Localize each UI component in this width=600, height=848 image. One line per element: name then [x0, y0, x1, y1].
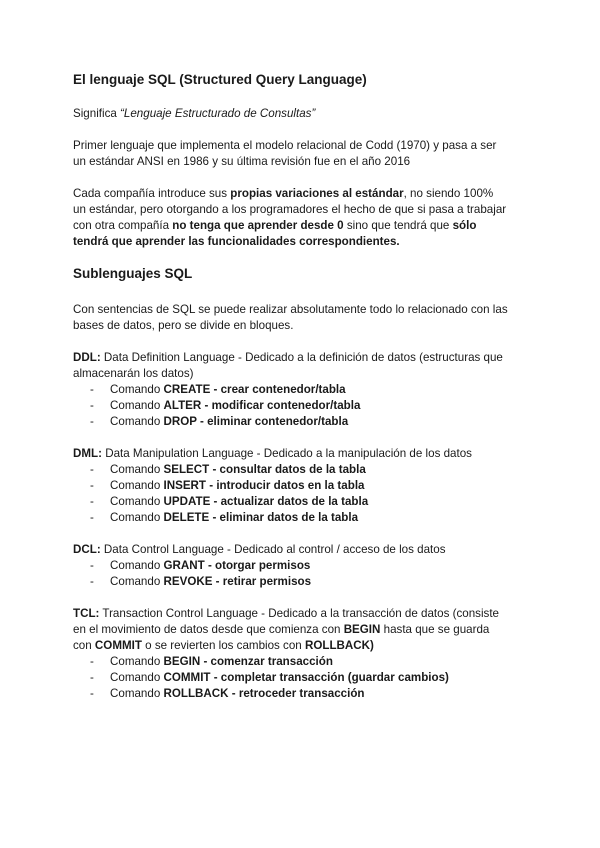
list-dash: - — [90, 511, 94, 524]
text-span: o se revierten los cambios con — [141, 639, 305, 652]
blocks-intro-line-1: Con sentencias de SQL se puede realizar absolutamente todo lo relacionado con las — [73, 303, 508, 316]
text-span: Comando — [110, 687, 164, 700]
list-item — [90, 414, 348, 430]
text-span: Comando — [110, 479, 164, 492]
document-title: El lenguaje SQL (Structured Query Language) — [73, 72, 367, 87]
list-item — [90, 686, 365, 702]
text-span: Comando — [110, 463, 164, 476]
text-span: Comando — [110, 399, 164, 412]
tcl-desc-line-1 — [73, 606, 499, 622]
ddl-desc-line-2: almacenarán los datos) — [73, 367, 194, 380]
tcl-desc-line-3 — [73, 638, 374, 654]
blocks-intro-line-2: bases de datos, pero se divide en bloques. — [73, 319, 294, 332]
bold-span: propias variaciones al estándar — [230, 187, 404, 200]
bold-span: UPDATE - actualizar datos de la tabla — [163, 495, 369, 508]
intro-line-1: Primer lenguaje que implementa el modelo relacional de Codd (1970) y pasa a ser — [73, 139, 497, 152]
text-span: Data Control Language - Dedicado al control / acceso de los datos — [100, 543, 446, 556]
bold-span: INSERT - introducir datos en la tabla — [163, 479, 365, 492]
text-span: Comando — [110, 495, 164, 508]
list-dash: - — [90, 575, 94, 588]
variations-line-3 — [73, 218, 476, 234]
text-span: Comando — [110, 671, 164, 684]
bold-span: BEGIN - comenzar transacción — [163, 655, 333, 668]
text-span: Transaction Control Language - Dedicado a la transacción de datos (consiste — [99, 607, 499, 620]
bold-span: ALTER - modificar contenedor/tabla — [163, 399, 361, 412]
bold-span: ROLLBACK) — [304, 639, 374, 652]
text-span: Comando — [110, 559, 164, 572]
bold-span: tendrá que aprender las funcionalidades correspondientes. — [73, 235, 400, 248]
list-item — [90, 558, 310, 574]
intro-line-2: un estándar ANSI en 1986 y su última revisión fue en el año 2016 — [73, 155, 411, 168]
tcl-desc-line-2 — [73, 622, 489, 638]
variations-line-4 — [73, 234, 400, 250]
bold-span: DROP - eliminar contenedor/tabla — [163, 415, 349, 428]
list-dash: - — [90, 655, 94, 668]
dml-desc-line-1 — [73, 446, 472, 462]
list-dash: - — [90, 399, 94, 412]
variations-line-1 — [73, 186, 493, 202]
text-span: con otra compañía — [73, 219, 173, 232]
list-item — [90, 654, 333, 670]
list-dash: - — [90, 463, 94, 476]
list-dash: - — [90, 479, 94, 492]
meaning-quote: “Lenguaje Estructurado de Consultas” — [120, 107, 316, 120]
list-dash: - — [90, 687, 94, 700]
tcl-tag: TCL: — [73, 607, 100, 620]
list-item — [90, 670, 449, 686]
text-span: en el movimiento de datos desde que comienza con — [73, 623, 344, 636]
list-item — [90, 398, 360, 414]
dcl-tag: DCL: — [73, 543, 101, 556]
text-span: con — [73, 639, 95, 652]
text-span: , no siendo 100% — [403, 187, 494, 200]
bold-span: GRANT - otorgar permisos — [163, 559, 311, 572]
list-dash: - — [90, 559, 94, 572]
text-span: Cada compañía introduce sus — [73, 187, 231, 200]
bold-span: REVOKE - retirar permisos — [163, 575, 312, 588]
variations-line-2: un estándar, pero otorgando a los programadores el hecho de que si pasa a trabajar — [73, 203, 507, 216]
text-span: Comando — [110, 575, 164, 588]
dml-tag: DML: — [73, 447, 102, 460]
text-span: Data Manipulation Language - Dedicado a la manipulación de los datos — [101, 447, 472, 460]
text-span: Comando — [110, 415, 164, 428]
list-dash: - — [90, 415, 94, 428]
list-dash: - — [90, 671, 94, 684]
list-dash: - — [90, 495, 94, 508]
dcl-desc-line-1 — [73, 542, 446, 558]
text-span: sino que tendrá que — [343, 219, 453, 232]
bold-span: BEGIN — [343, 623, 381, 636]
bold-span: CREATE - crear contenedor/tabla — [163, 383, 346, 396]
text-span: Comando — [110, 383, 164, 396]
meaning-prefix: Significa — [73, 107, 121, 120]
bold-span: ROLLBACK - retroceder transacción — [163, 687, 365, 700]
section-subtitle: Sublenguajes SQL — [73, 266, 193, 281]
bold-span: SELECT - consultar datos de la tabla — [163, 463, 366, 476]
bold-span: no tenga que aprender desde 0 — [172, 219, 344, 232]
text-span: Comando — [110, 511, 164, 524]
list-item — [90, 494, 368, 510]
list-item — [90, 510, 358, 526]
text-span: Data Definition Language - Dedicado a la definición de datos (estructuras que — [100, 351, 503, 364]
bold-span: DELETE - eliminar datos de la tabla — [163, 511, 359, 524]
bold-span: COMMIT - completar transacción (guardar cambios) — [163, 671, 449, 684]
list-item — [90, 478, 364, 494]
ddl-desc-line-1 — [73, 350, 503, 366]
meaning-line — [73, 106, 315, 122]
bold-span: sólo — [452, 219, 477, 232]
text-span: hasta que se guarda — [380, 623, 490, 636]
list-item — [90, 462, 366, 478]
list-dash: - — [90, 383, 94, 396]
text-span: Comando — [110, 655, 164, 668]
ddl-tag: DDL: — [73, 351, 101, 364]
list-item — [90, 382, 346, 398]
list-item — [90, 574, 311, 590]
bold-span: COMMIT — [94, 639, 142, 652]
